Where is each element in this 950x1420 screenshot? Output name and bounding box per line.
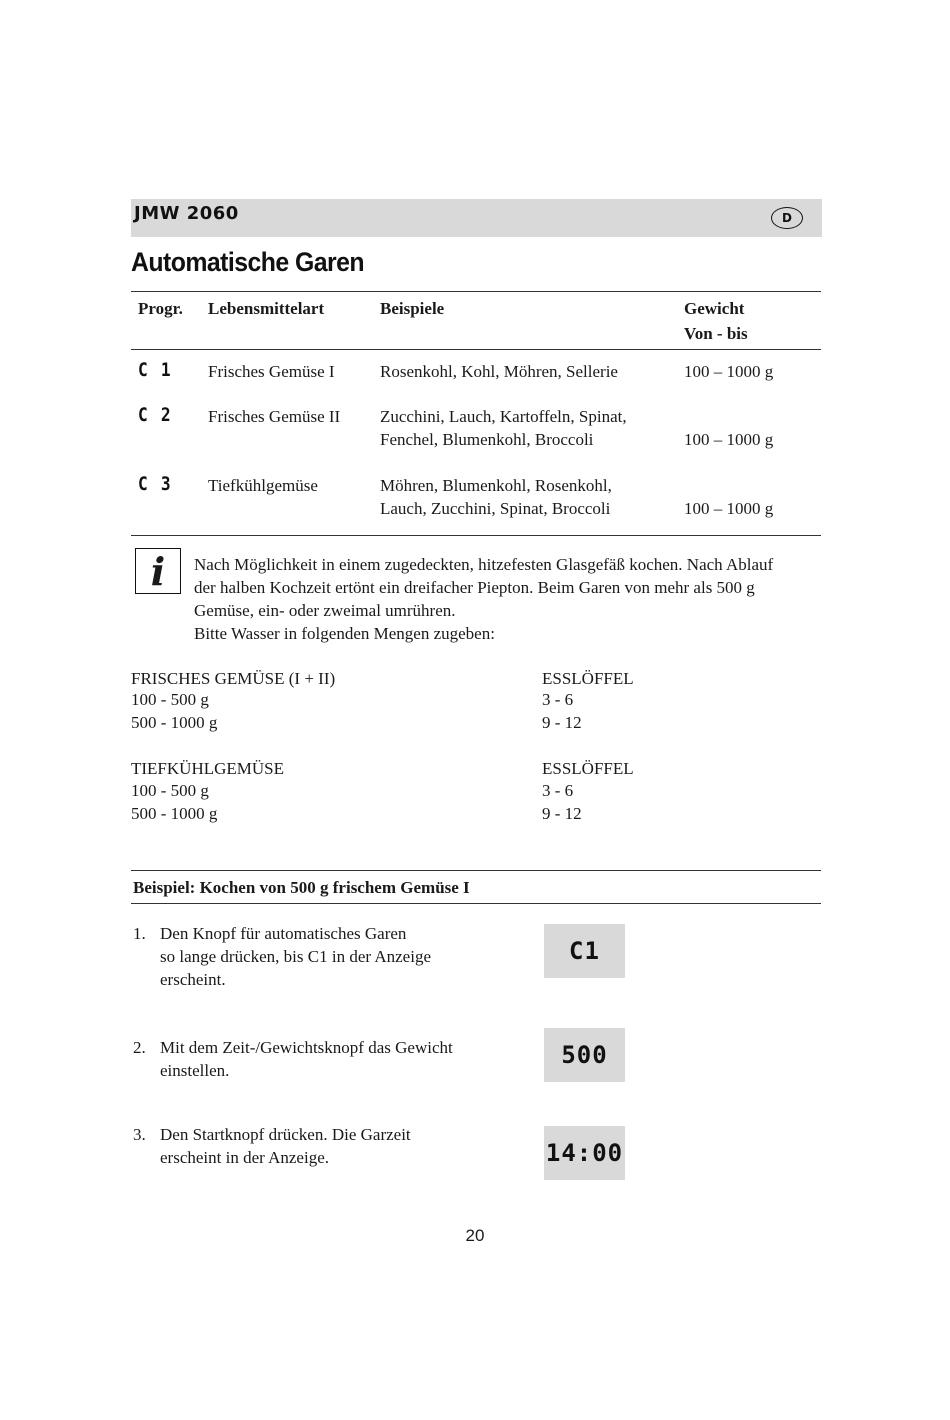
example-heading: Beispiel: Kochen von 500 g frischem Gemüse I (133, 878, 470, 897)
info-line-1: Nach Möglichkeit in einem zugedeckten, hitzefesten Glasgefäß kochen. Nach Ablauf (194, 555, 774, 574)
step-number: 2. (133, 1038, 146, 1057)
info-line-3: Gemüse, ein- oder zweimal umrühren. (194, 601, 456, 620)
header-weight: Gewicht (684, 299, 745, 318)
fresh-unit-heading: ESSLÖFFEL (542, 669, 634, 688)
info-line-4: Bitte Wasser in folgenden Mengen zugeben: (194, 624, 495, 643)
display-value: 500 (561, 1041, 608, 1069)
info-i-icon (135, 548, 181, 594)
frozen-weight-2: 500 - 1000 g (131, 804, 218, 823)
header-program: Progr. (138, 299, 183, 318)
frozen-heading: TIEFKÜHLGEMÜSE (131, 759, 284, 778)
table-header-rule (131, 349, 821, 350)
info-glyph: i (150, 549, 166, 594)
step-line2: erscheint in der Anzeige. (160, 1148, 329, 1167)
step-line1: Den Startknopf drücken. Die Garzeit (160, 1125, 411, 1144)
examples-line1: Rosenkohl, Kohl, Möhren, Sellerie (380, 362, 618, 381)
examples-line2: Lauch, Zucchini, Spinat, Broccoli (380, 499, 611, 518)
frozen-spoons-2: 9 - 12 (542, 804, 582, 823)
display-value: C1 (569, 937, 600, 965)
examples-line1: Zucchini, Lauch, Kartoffeln, Spinat, (380, 407, 627, 426)
examples-line1: Möhren, Blumenkohl, Rosenkohl, (380, 476, 612, 495)
table-bottom-rule (131, 535, 821, 536)
examples-line2: Fenchel, Blumenkohl, Broccoli (380, 430, 594, 449)
step-line2: so lange drücken, bis C1 in der Anzeige (160, 947, 431, 966)
language-badge: D (771, 207, 803, 229)
weight-range: 100 – 1000 g (684, 430, 774, 449)
step-line1: Den Knopf für automatisches Garen (160, 924, 407, 943)
step-line3: erscheint. (160, 970, 226, 989)
display-readout (544, 1028, 625, 1082)
example-top-rule (131, 870, 821, 871)
step-number: 3. (133, 1125, 146, 1144)
example-bottom-rule (131, 903, 821, 904)
step-line2: einstellen. (160, 1061, 230, 1080)
page-title: Automatische Garen (131, 247, 365, 277)
display-readout (544, 1126, 625, 1180)
frozen-unit-heading: ESSLÖFFEL (542, 759, 634, 778)
fresh-heading: FRISCHES GEMÜSE (I + II) (131, 669, 336, 688)
weight-range: 100 – 1000 g (684, 362, 774, 381)
display-value: 14:00 (545, 1139, 624, 1167)
fresh-spoons-2: 9 - 12 (542, 713, 582, 732)
fresh-spoons-1: 3 - 6 (542, 690, 574, 709)
table-top-rule (131, 291, 821, 292)
header-band (131, 199, 822, 237)
program-code: C 2 (138, 404, 173, 426)
step-number: 1. (133, 924, 146, 943)
food-type: Frisches Gemüse I (208, 362, 335, 381)
header-weight-range: Von - bis (684, 324, 748, 343)
fresh-weight-1: 100 - 500 g (131, 690, 209, 709)
food-type: Frisches Gemüse II (208, 407, 341, 426)
header-food-type: Lebensmittelart (208, 299, 325, 318)
step-line1: Mit dem Zeit-/Gewichtsknopf das Gewicht (160, 1038, 453, 1057)
page-number: 20 (465, 1226, 485, 1245)
display-readout (544, 924, 625, 978)
frozen-weight-1: 100 - 500 g (131, 781, 209, 800)
program-code: C 1 (138, 359, 173, 381)
header-examples: Beispiele (380, 299, 445, 318)
info-line-2: der halben Kochzeit ertönt ein dreifacher Piepton. Beim Garen von mehr als 500 g (194, 578, 755, 597)
program-code: C 3 (138, 473, 173, 495)
fresh-weight-2: 500 - 1000 g (131, 713, 218, 732)
model-name: JMW 2060 (134, 203, 239, 224)
weight-range: 100 – 1000 g (684, 499, 774, 518)
frozen-spoons-1: 3 - 6 (542, 781, 574, 800)
food-type: Tiefkühlgemüse (208, 476, 318, 495)
